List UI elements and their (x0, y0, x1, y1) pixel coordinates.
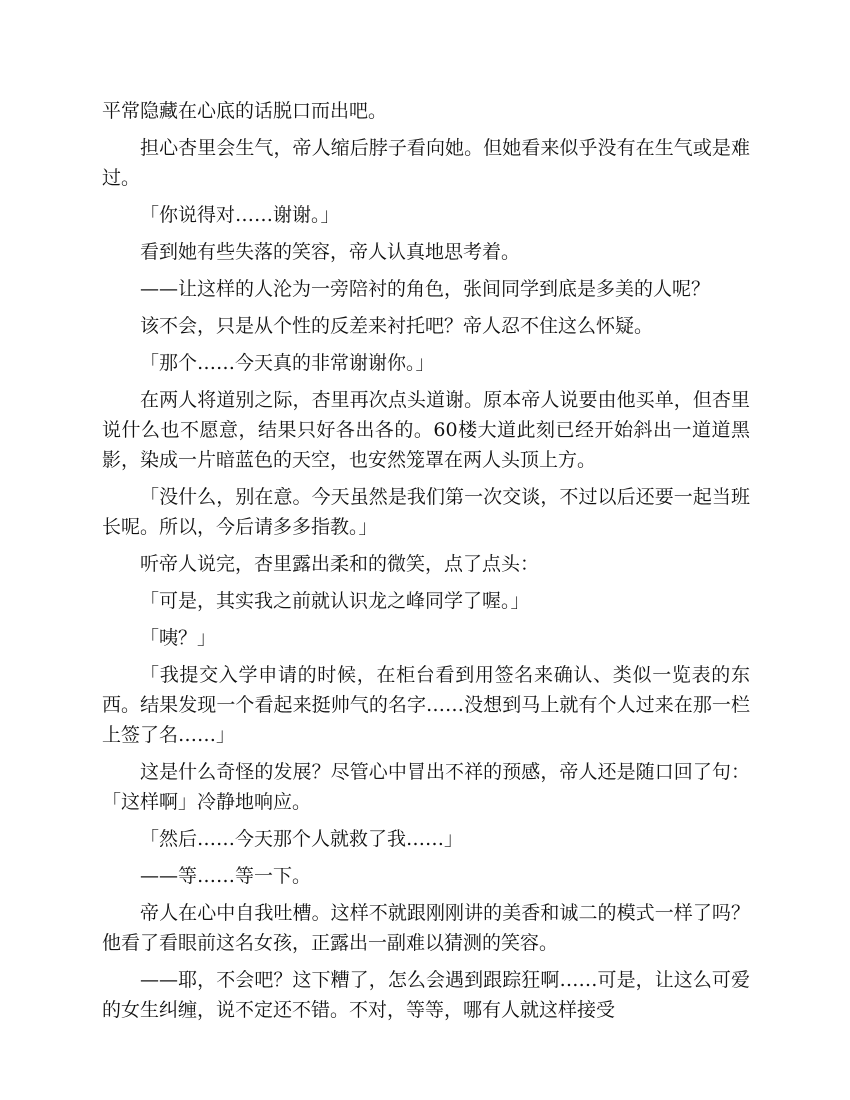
paragraph-11: 「可是，其实我之前就认识龙之峰同学了喔。」 (140, 590, 530, 612)
paragraph-3: 「你说得对……谢谢。」 (140, 204, 340, 226)
paragraph-13: 「我提交入学申请的时候，在柜台看到用签名来确认、类似一览表的东西。结果发现一个看起来挺帅气的名字……没想到马上就有个人过来在那一栏上签了名……」 (102, 664, 750, 746)
paragraph-2: 担心杏里会生气，帝人缩后脖子看向她。但她看来似乎没有在生气或是难过。 (102, 137, 750, 189)
paragraph-1: 平常隐藏在心底的话脱口而出吧。 (102, 100, 388, 122)
paragraph-12: 「咦？」 (140, 627, 217, 649)
paragraph-8: 在两人将道别之际，杏里再次点头道谢。原本帝人说要由他买单，但杏里说什么也不愿意，结果只好各出各的。60楼大道此刻已经开始斜出一道道黑影，染成一片暗蓝色的天空，也安然笼罩在两人头顶上方。 (102, 389, 750, 471)
paragraph-9: 「没什么，别在意。今天虽然是我们第一次交谈，不过以后还要一起当班长呢。所以，今后请多多指教。」 (102, 486, 750, 538)
paragraph-7: 「那个……今天真的非常谢谢你。」 (140, 352, 435, 374)
paragraph-16: ——等……等一下。 (140, 865, 312, 887)
paragraph-6: 该不会，只是从个性的反差来衬托吧？帝人忍不住这么怀疑。 (140, 315, 654, 337)
document-page (102, 96, 750, 1032)
paragraph-14: 这是什么奇怪的发展？尽管心中冒出不祥的预感，帝人还是随口回了句：「这样啊」冷静地响应。 (102, 761, 750, 813)
paragraph-10: 听帝人说完，杏里露出柔和的微笑，点了点头： (140, 553, 540, 575)
paragraph-18: ——耶，不会吧？这下糟了，怎么会遇到跟踪狂啊……可是，让这么可爱的女生纠缠，说不定还不错。不对，等等，哪有人就这样接受 (102, 969, 750, 1021)
paragraph-5: ——让这样的人沦为一旁陪衬的角色，张间同学到底是多美的人呢？ (140, 278, 711, 300)
paragraph-4: 看到她有些失落的笑容，帝人认真地思考着。 (140, 241, 521, 263)
paragraph-17: 帝人在心中自我吐槽。这样不就跟刚刚讲的美香和诚二的模式一样了吗？他看了看眼前这名女孩，正露出一副难以猜测的笑容。 (102, 902, 750, 954)
paragraph-15: 「然后……今天那个人就救了我……」 (140, 828, 464, 850)
